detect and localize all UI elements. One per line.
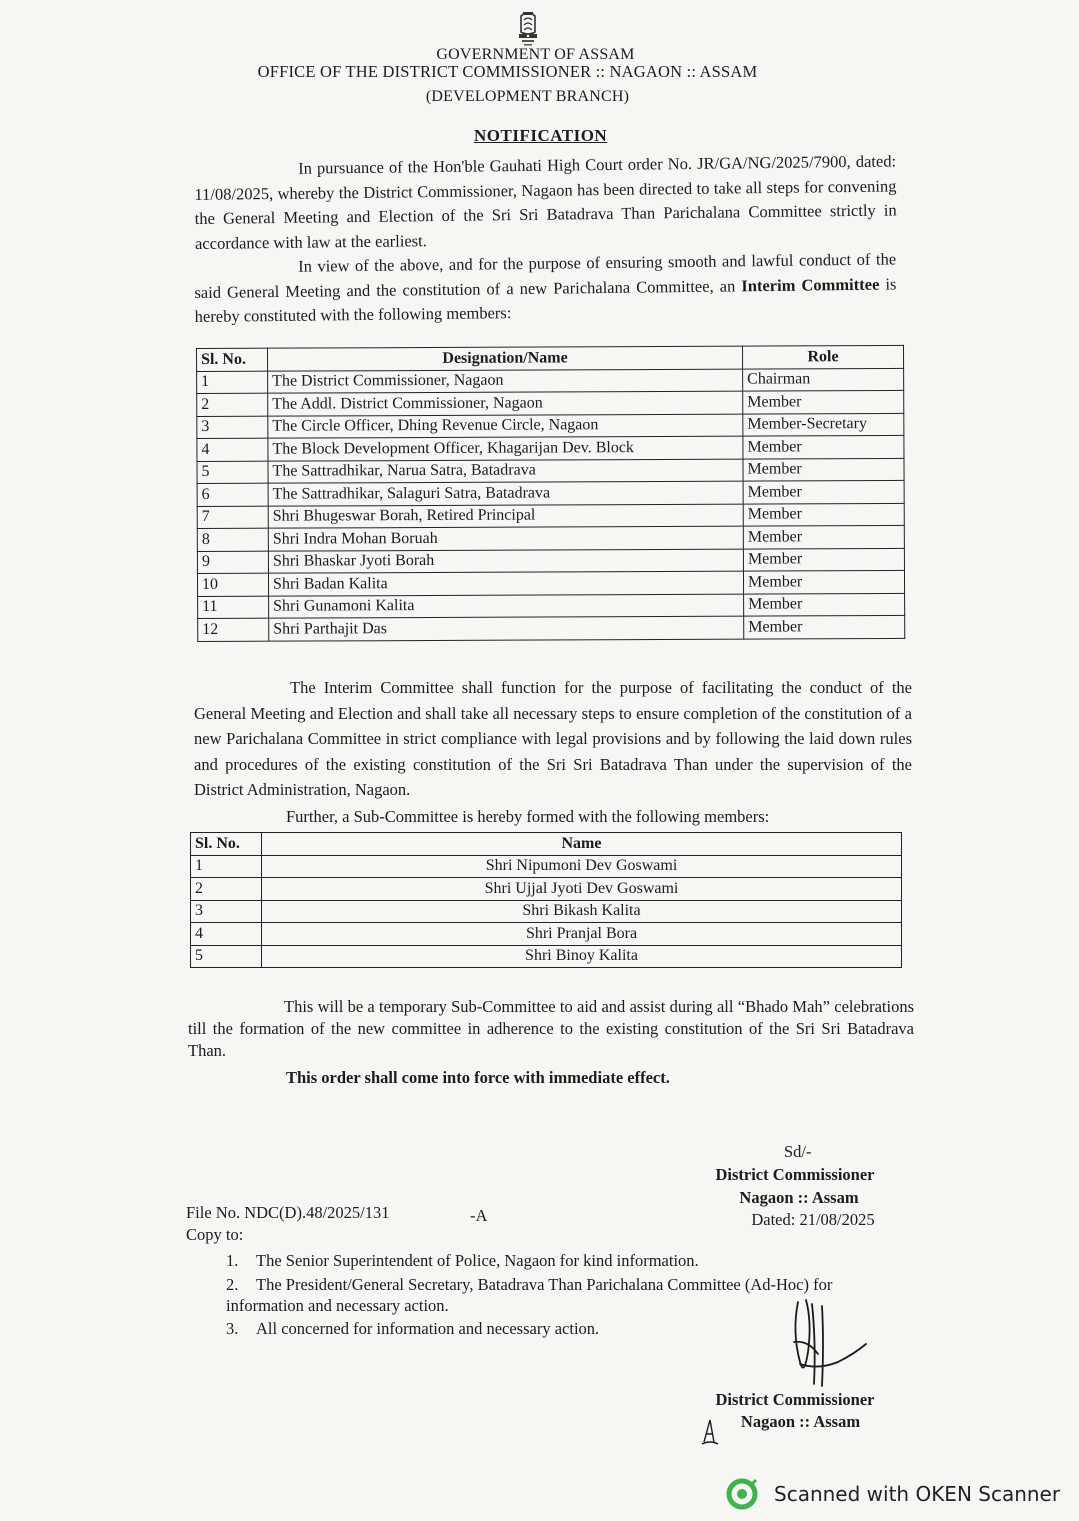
signatory-date: Dated: 21/08/2025 <box>751 1210 875 1229</box>
cell-designation: The Block Development Officer, Khagarijan Dev. Block <box>268 436 743 461</box>
file-number-suffix: -A <box>470 1206 488 1225</box>
notification-title: NOTIFICATION <box>474 126 608 145</box>
paragraph-interim-pre: In view of the above, and for the purpose of ensuring smooth and lawful conduct of the said General Meeting and the constitution of a new Parichalana Committee, an <box>194 249 897 302</box>
column-header-name: Name <box>262 833 902 856</box>
cell-role: Member-Secretary <box>743 413 904 436</box>
paragraph-temporary-subcommittee <box>188 996 914 1062</box>
table-row <box>198 593 905 619</box>
header-branch: (DEVELOPMENT BRANCH) <box>425 88 630 105</box>
paragraph-court-order-text: In pursuance of the Hon'ble Gauhati High Court order No. JR/GA/NG/2025/7900, dated: 11/08/2025, whereby the District Commissioner, Nagaon has been directed to take all steps for convening the General Meeting and Election of the Sri Sri Batadrava Than Parichalana Committee strictly in accordance with law at the earliest. <box>194 151 897 253</box>
copy-list-number: 2. <box>226 1275 239 1294</box>
column-header-slno: Sl. No. <box>197 348 268 371</box>
table-row <box>191 945 902 968</box>
copy-list-text: The Senior Superintendent of Police, Nagaon for kind information. <box>256 1251 699 1270</box>
cell-designation: Shri Indra Mohan Boruah <box>268 526 743 551</box>
cell-role: Member <box>743 570 904 593</box>
column-header-designation: Designation/Name <box>268 346 743 371</box>
cell-designation: Shri Gunamoni Kalita <box>269 594 744 619</box>
table-row <box>197 548 904 574</box>
cell-slno: 11 <box>198 596 269 619</box>
cell-name: Shri Ujjal Jyoti Dev Goswami <box>262 878 902 901</box>
table-row <box>191 878 902 901</box>
table-row <box>197 368 904 394</box>
cell-slno: 5 <box>191 945 262 968</box>
table-row <box>197 570 904 596</box>
cell-designation: The Sattradhikar, Salaguri Satra, Batadrava <box>268 481 743 506</box>
cell-slno: 8 <box>197 528 268 551</box>
cell-role: Member <box>743 525 904 548</box>
copy-list-item <box>226 1318 599 1339</box>
sd-mark: Sd/- <box>784 1142 812 1161</box>
cell-slno: 12 <box>198 618 269 641</box>
signatory-designation-2: District Commissioner <box>715 1390 875 1409</box>
table-row <box>197 458 904 484</box>
copy-list-item <box>226 1250 699 1271</box>
cell-designation: The Circle Officer, Dhing Revenue Circle, Nagaon <box>268 414 743 439</box>
paragraph-temporary-text: This will be a temporary Sub-Committee to aid and assist during all “Bhado Mah” celebrations till the formation of the new committee in adherence to the existing constitution of the Sri Sri Batadrava Than. <box>188 997 914 1060</box>
paragraph-interim-function <box>194 675 912 803</box>
cell-role: Member <box>743 458 904 481</box>
table-header-row <box>197 345 904 371</box>
cell-slno: 2 <box>191 878 262 901</box>
cell-role: Member <box>744 593 905 616</box>
cell-slno: 4 <box>197 438 268 461</box>
cell-designation: Shri Badan Kalita <box>268 571 743 596</box>
paragraph-interim-bold: Interim Committee <box>741 274 880 295</box>
paragraph-interim-post: is hereby constituted with the following members: <box>194 273 897 326</box>
cell-designation: The Addl. District Commissioner, Nagaon <box>268 391 743 416</box>
sub-committee-table <box>190 832 902 968</box>
table-row <box>191 900 902 923</box>
copy-list-text: The President/General Secretary, Batadrava Than Parichalana Committee (Ad-Hoc) for information and necessary action. <box>226 1275 833 1315</box>
table-header-row <box>191 833 902 856</box>
cell-designation: Shri Bhaskar Jyoti Borah <box>268 549 743 574</box>
paragraph-interim-function-text: The Interim Committee shall function for the purpose of facilitating the conduct of the General Meeting and Election and shall take all necessary steps to ensure completion of the constitution of a new Parichalana Committee in strict compliance with legal provisions and by following the laid down rules and procedures of the existing constitution of the Sri Sri Batadrava Than under the supervision of the District Administration, Nagaon. <box>194 678 912 799</box>
header-government: GOVERNMENT OF ASSAM <box>436 46 635 63</box>
header-office: OFFICE OF THE DISTRICT COMMISSIONER :: NAGAON :: ASSAM <box>257 62 758 81</box>
paragraph-interim-intro <box>194 247 897 329</box>
table-row <box>197 435 904 461</box>
column-header-slno: Sl. No. <box>191 833 262 856</box>
table-row <box>197 390 904 416</box>
cell-slno: 9 <box>197 551 268 574</box>
cell-designation: The District Commissioner, Nagaon <box>268 369 743 394</box>
cell-role: Member <box>743 503 904 526</box>
table-row <box>191 855 902 878</box>
cell-name: Shri Bikash Kalita <box>262 900 902 923</box>
cell-slno: 5 <box>197 461 268 484</box>
cell-designation: The Sattradhikar, Narua Satra, Batadrava <box>268 459 743 484</box>
column-header-role: Role <box>742 345 903 368</box>
cell-slno: 4 <box>191 923 262 946</box>
interim-committee-table <box>196 345 905 642</box>
paragraph-court-order <box>194 149 897 256</box>
cell-slno: 6 <box>197 483 268 506</box>
cell-slno: 3 <box>191 900 262 923</box>
cell-designation: Shri Bhugeswar Borah, Retired Principal <box>268 504 743 529</box>
cell-slno: 1 <box>191 855 262 878</box>
handwritten-signature-icon <box>778 1292 868 1392</box>
cell-name: Shri Nipumoni Dev Goswami <box>262 855 902 878</box>
cell-slno: 3 <box>197 416 268 439</box>
cell-role: Member <box>744 615 905 638</box>
table-row <box>197 503 904 529</box>
paragraph-effect: This order shall come into force with immediate effect. <box>286 1068 670 1087</box>
scanner-label: Scanned with OKEN Scanner <box>774 1482 1061 1506</box>
cell-role: Member <box>743 390 904 413</box>
oken-scanner-logo-icon <box>726 1478 758 1510</box>
cell-slno: 1 <box>197 371 268 394</box>
copy-list-number: 3. <box>226 1319 239 1338</box>
signatory-designation: District Commissioner <box>715 1165 875 1184</box>
table-row <box>197 525 904 551</box>
file-number: File No. NDC(D).48/2025/131 <box>186 1203 390 1222</box>
table-row <box>191 923 902 946</box>
cell-slno: 10 <box>197 573 268 596</box>
copy-list-text: All concerned for information and necessary action. <box>256 1319 600 1338</box>
cell-designation: Shri Parthajit Das <box>269 616 744 641</box>
table-row <box>197 480 904 506</box>
cell-name: Shri Pranjal Bora <box>262 923 902 946</box>
cell-role: Member <box>743 480 904 503</box>
table-row <box>198 615 905 641</box>
state-emblem-icon <box>514 10 542 50</box>
scanner-watermark <box>726 1478 1060 1510</box>
copy-to-label: Copy to: <box>186 1225 244 1244</box>
cell-role: Member <box>743 435 904 458</box>
paragraph-subcommittee-intro: Further, a Sub-Committee is hereby formed with the following members: <box>286 807 770 826</box>
cell-name: Shri Binoy Kalita <box>262 945 902 968</box>
signatory-place-2: Nagaon :: Assam <box>740 1412 861 1431</box>
cell-role: Chairman <box>743 368 904 391</box>
cell-slno: 7 <box>197 506 268 529</box>
initial-mark-icon <box>700 1416 720 1446</box>
copy-list-number: 1. <box>226 1251 239 1270</box>
cell-slno: 2 <box>197 393 268 416</box>
cell-role: Member <box>743 548 904 571</box>
signatory-place: Nagaon :: Assam <box>739 1188 859 1207</box>
table-row <box>197 413 904 439</box>
